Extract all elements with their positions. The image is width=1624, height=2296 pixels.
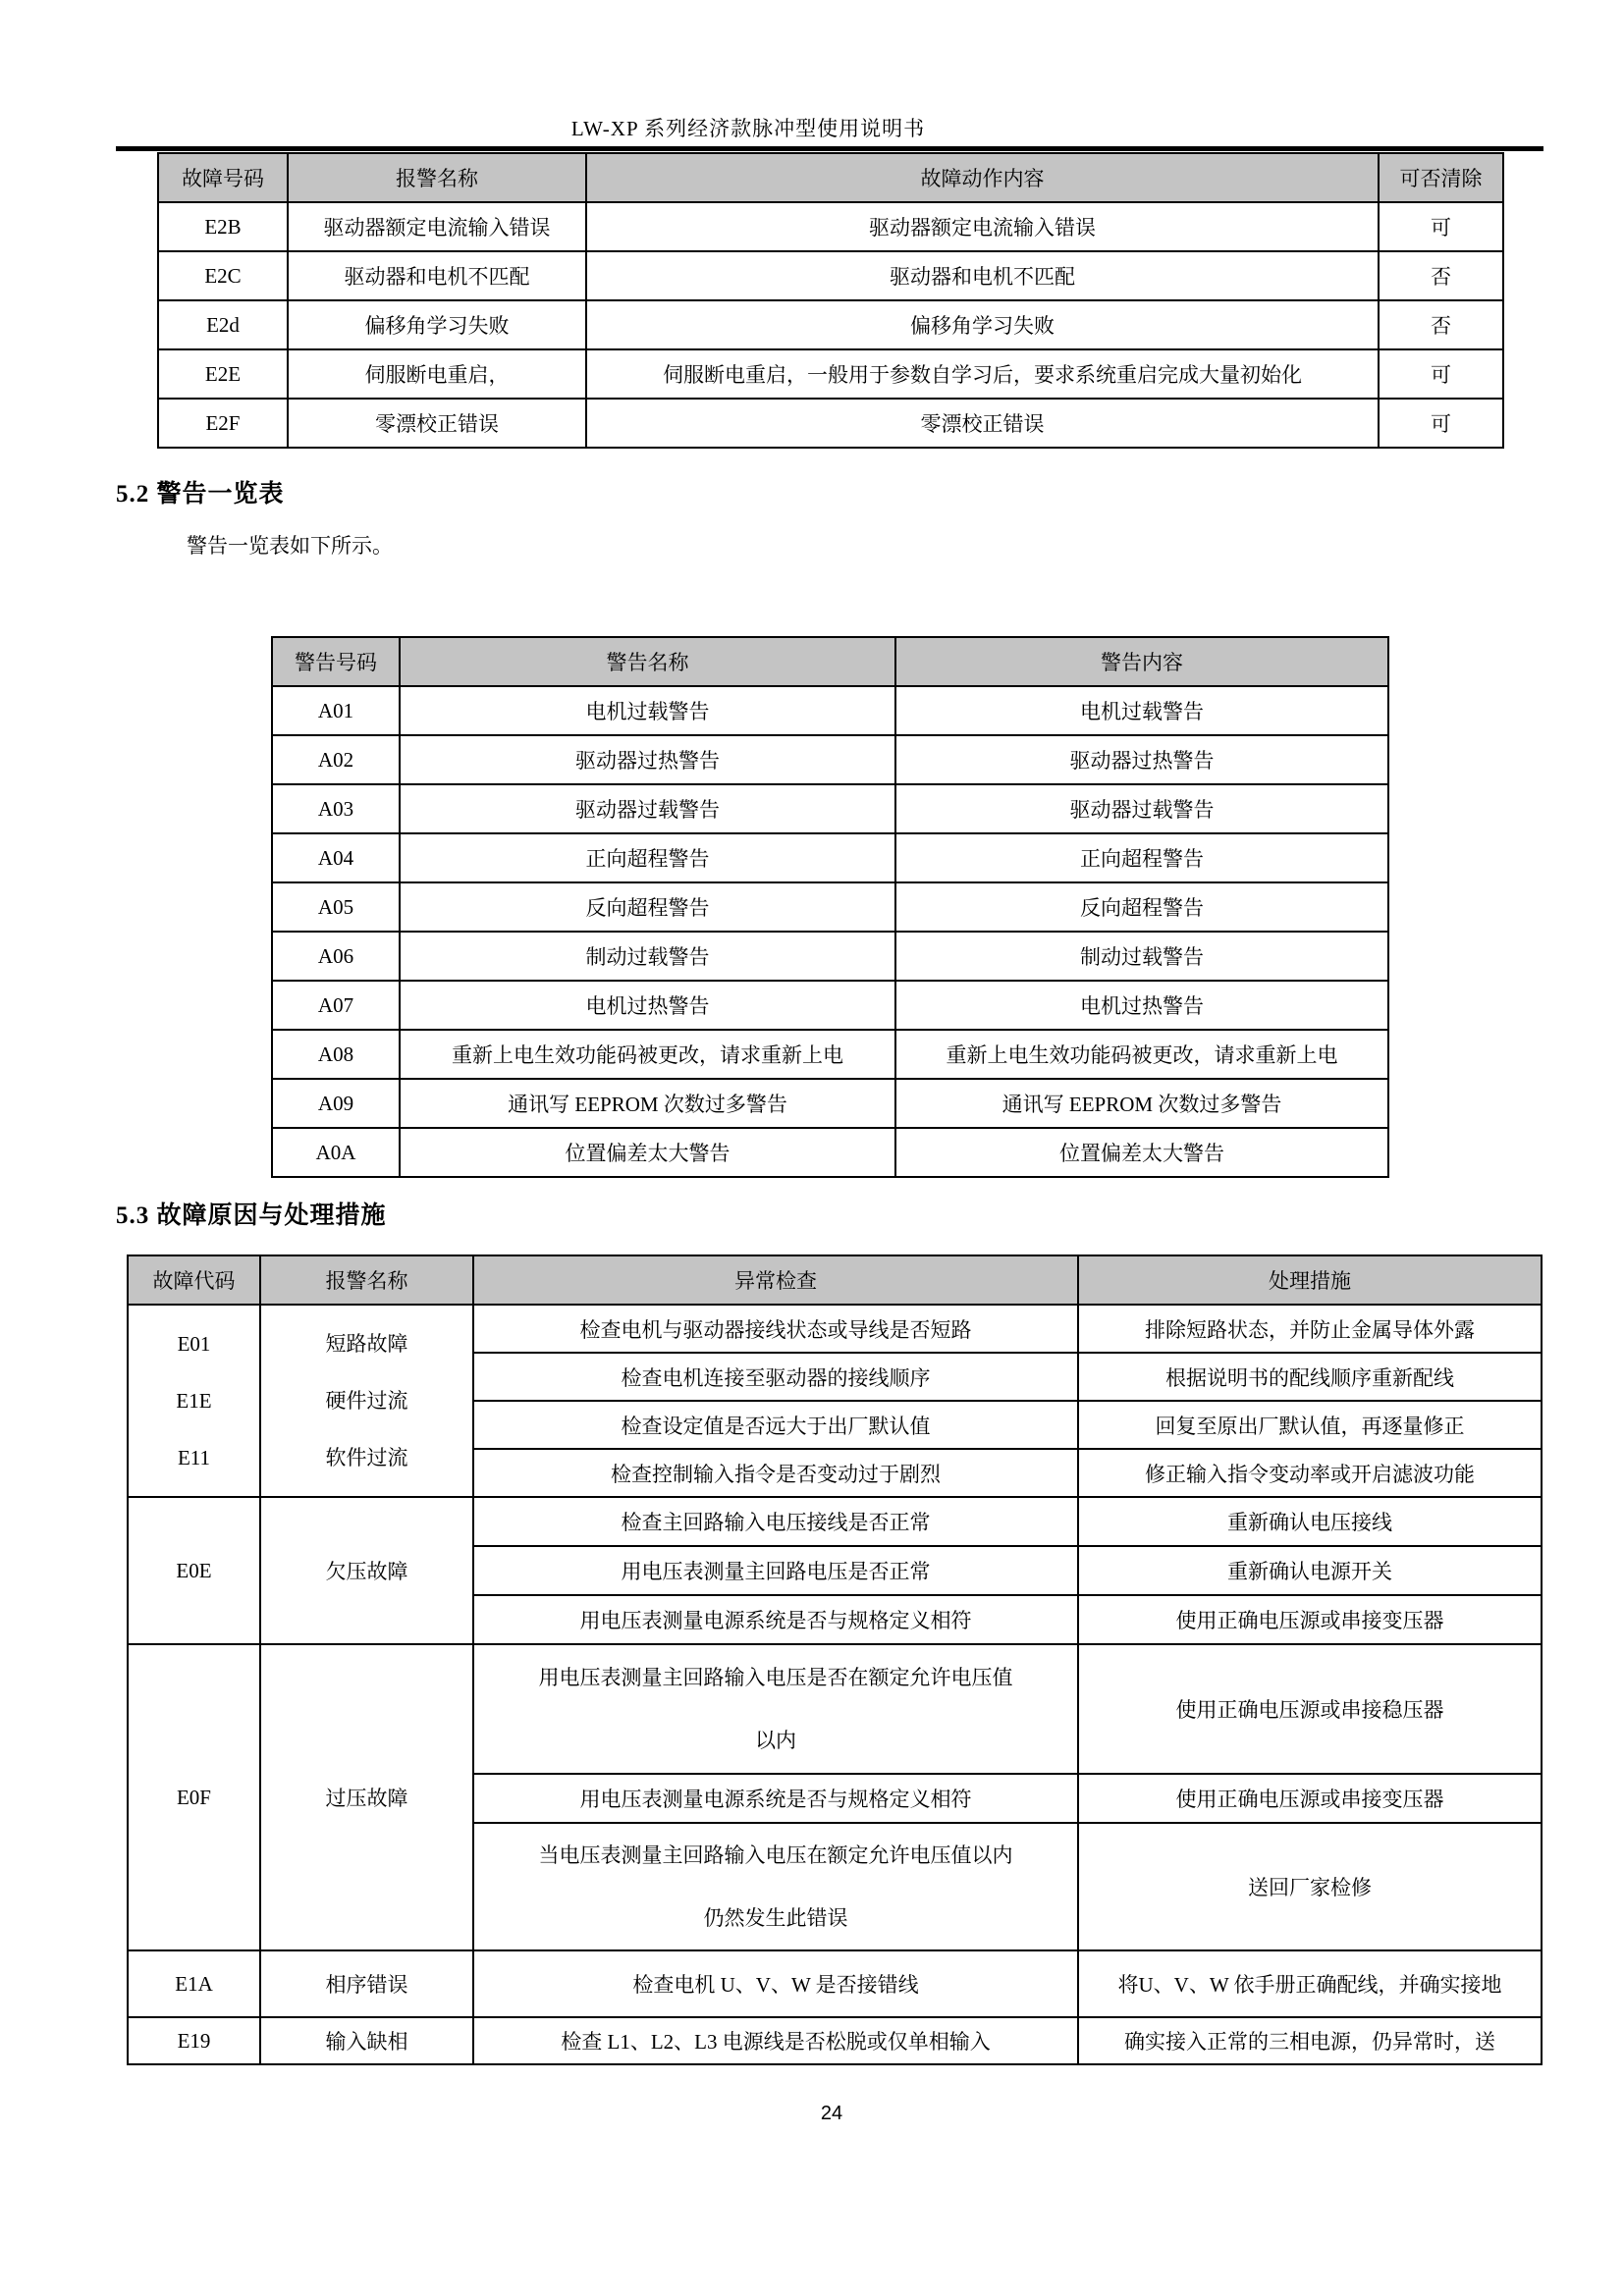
fault-cause-table xyxy=(127,1255,1543,2065)
check-line: 当电压表测量主回路输入电压在额定允许电压值以内 xyxy=(538,1843,1013,1867)
fix-cell: 根据说明书的配线顺序重新配线 xyxy=(1078,1353,1542,1401)
table-row xyxy=(128,2017,1542,2064)
column-header-clearable: 可否清除 xyxy=(1379,153,1503,202)
warning-content-cell: 电机过载警告 xyxy=(895,686,1388,735)
fix-cell: 修正输入指令变动率或开启滤波功能 xyxy=(1078,1449,1542,1497)
alarm-name-cell: 偏移角学习失败 xyxy=(288,300,586,349)
table-row xyxy=(128,1950,1542,2017)
warning-code-cell: A06 xyxy=(272,932,400,981)
warning-name-cell: 通讯写 EEPROM 次数过多警告 xyxy=(400,1079,895,1128)
alarm-name-cell xyxy=(260,1305,473,1497)
clearable-cell: 可 xyxy=(1379,349,1503,399)
fix-cell: 确实接入正常的三相电源，仍异常时，送 xyxy=(1078,2017,1542,2064)
fault-code-cell: E2E xyxy=(158,349,288,399)
table-row xyxy=(272,1079,1388,1128)
column-header-fault-number: 故障号码 xyxy=(158,153,288,202)
column-header-alarm-name: 报警名称 xyxy=(288,153,586,202)
alarm-name-cell: 相序错误 xyxy=(260,1950,473,2017)
page-number: 24 xyxy=(820,2103,843,2124)
fix-cell: 使用正确电压源或串接稳压器 xyxy=(1078,1644,1542,1774)
fault-code: E01 xyxy=(177,1332,211,1356)
table-row xyxy=(272,833,1388,882)
fix-cell: 重新确认电压接线 xyxy=(1078,1497,1542,1546)
clearable-cell: 否 xyxy=(1379,251,1503,300)
fault-action-cell: 偏移角学习失败 xyxy=(586,300,1379,349)
alarm-name-cell: 驱动器额定电流输入错误 xyxy=(288,202,586,251)
fix-cell: 使用正确电压源或串接变压器 xyxy=(1078,1774,1542,1823)
table-row xyxy=(272,1030,1388,1079)
warning-code-cell: A08 xyxy=(272,1030,400,1079)
warning-name-cell: 反向超程警告 xyxy=(400,882,895,932)
alarm-name-cell: 欠压故障 xyxy=(260,1497,473,1644)
warning-name-cell: 电机过热警告 xyxy=(400,981,895,1030)
section-intro-text: 警告一览表如下所示。 xyxy=(187,534,393,558)
page-title: LW-XP 系列经济款脉冲型使用说明书 xyxy=(570,117,926,140)
column-header-alarm-name: 报警名称 xyxy=(260,1255,473,1305)
check-cell: 用电压表测量主回路电压是否正常 xyxy=(473,1546,1078,1595)
section-heading-5-3: 5.3 故障原因与处理措施 xyxy=(116,1202,387,1229)
warning-list-table xyxy=(271,636,1389,1178)
fault-code-cell: E2C xyxy=(158,251,288,300)
warning-name-cell: 驱动器过载警告 xyxy=(400,784,895,833)
table-row xyxy=(272,1128,1388,1177)
check-cell: 检查 L1、L2、L3 电源线是否松脱或仅单相输入 xyxy=(473,2017,1078,2064)
check-cell: 检查电机与驱动器接线状态或导线是否短路 xyxy=(473,1305,1078,1353)
fix-cell: 重新确认电源开关 xyxy=(1078,1546,1542,1595)
warning-name-cell: 驱动器过热警告 xyxy=(400,735,895,784)
warning-name-cell: 重新上电生效功能码被更改，请求重新上电 xyxy=(400,1030,895,1079)
warning-code-cell: A01 xyxy=(272,686,400,735)
fault-code: E1E xyxy=(176,1389,212,1413)
warning-code-cell: A0A xyxy=(272,1128,400,1177)
check-cell: 检查控制输入指令是否变动过于剧烈 xyxy=(473,1449,1078,1497)
warning-content-cell: 通讯写 EEPROM 次数过多警告 xyxy=(895,1079,1388,1128)
column-header-treatment: 处理措施 xyxy=(1078,1255,1542,1305)
warning-content-cell: 位置偏差太大警告 xyxy=(895,1128,1388,1177)
warning-name-cell: 制动过载警告 xyxy=(400,932,895,981)
fault-code-cell xyxy=(128,1305,260,1497)
table-header-row xyxy=(128,1255,1542,1305)
table-row xyxy=(158,349,1503,399)
fault-action-cell: 伺服断电重启，一般用于参数自学习后，要求系统重启完成大量初始化 xyxy=(586,349,1379,399)
table-row xyxy=(272,735,1388,784)
alarm-name: 短路故障 xyxy=(325,1332,408,1356)
fix-cell: 排除短路状态，并防止金属导体外露 xyxy=(1078,1305,1542,1353)
warning-content-cell: 驱动器过载警告 xyxy=(895,784,1388,833)
alarm-name-cell: 零漂校正错误 xyxy=(288,399,586,448)
alarm-name: 软件过流 xyxy=(325,1446,408,1469)
warning-name-cell: 位置偏差太大警告 xyxy=(400,1128,895,1177)
warning-content-cell: 正向超程警告 xyxy=(895,833,1388,882)
column-header-warning-content: 警告内容 xyxy=(895,637,1388,686)
fix-cell: 将U、V、W 依手册正确配线，并确实接地 xyxy=(1078,1950,1542,2017)
check-cell: 检查电机 U、V、W 是否接错线 xyxy=(473,1950,1078,2017)
fault-code-cell: E2d xyxy=(158,300,288,349)
table-row xyxy=(158,251,1503,300)
column-header-warning-name: 警告名称 xyxy=(400,637,895,686)
section-heading-5-2: 5.2 警告一览表 xyxy=(116,481,285,507)
warning-code-cell: A02 xyxy=(272,735,400,784)
check-line: 用电压表测量主回路输入电压是否在额定允许电压值 xyxy=(538,1666,1013,1689)
warning-name-cell: 电机过载警告 xyxy=(400,686,895,735)
warning-name-cell: 正向超程警告 xyxy=(400,833,895,882)
header-rule xyxy=(116,146,1543,151)
check-cell: 检查设定值是否远大于出厂默认值 xyxy=(473,1401,1078,1449)
column-header-fault-code: 故障代码 xyxy=(128,1255,260,1305)
fault-action-cell: 驱动器和电机不匹配 xyxy=(586,251,1379,300)
clearable-cell: 可 xyxy=(1379,399,1503,448)
table-header-row xyxy=(272,637,1388,686)
warning-content-cell: 制动过载警告 xyxy=(895,932,1388,981)
fault-code-cell: E2B xyxy=(158,202,288,251)
warning-content-cell: 电机过热警告 xyxy=(895,981,1388,1030)
check-cell: 用电压表测量电源系统是否与规格定义相符 xyxy=(473,1774,1078,1823)
column-header-fault-action: 故障动作内容 xyxy=(586,153,1379,202)
table-row xyxy=(128,1497,1542,1546)
table-row xyxy=(158,202,1503,251)
fault-code-cell: E19 xyxy=(128,2017,260,2064)
fault-code-cell: E2F xyxy=(158,399,288,448)
warning-code-cell: A04 xyxy=(272,833,400,882)
fix-cell: 送回厂家检修 xyxy=(1078,1823,1542,1950)
clearable-cell: 否 xyxy=(1379,300,1503,349)
warning-content-cell: 重新上电生效功能码被更改，请求重新上电 xyxy=(895,1030,1388,1079)
warning-code-cell: A03 xyxy=(272,784,400,833)
table-row xyxy=(128,1305,1542,1353)
fault-code: E11 xyxy=(177,1446,211,1469)
fault-action-cell: 驱动器额定电流输入错误 xyxy=(586,202,1379,251)
alarm-name-cell: 驱动器和电机不匹配 xyxy=(288,251,586,300)
alarm-name-cell: 输入缺相 xyxy=(260,2017,473,2064)
alarm-name-cell: 伺服断电重启， xyxy=(288,349,586,399)
table-row xyxy=(272,686,1388,735)
table-row xyxy=(272,932,1388,981)
table-row xyxy=(272,882,1388,932)
table-header-row xyxy=(158,153,1503,202)
check-cell xyxy=(473,1644,1078,1774)
check-cell: 检查电机连接至驱动器的接线顺序 xyxy=(473,1353,1078,1401)
table-row xyxy=(272,981,1388,1030)
alarm-name-cell: 过压故障 xyxy=(260,1644,473,1950)
fault-code-cell: E0F xyxy=(128,1644,260,1950)
check-cell: 用电压表测量电源系统是否与规格定义相符 xyxy=(473,1595,1078,1644)
warning-code-cell: A09 xyxy=(272,1079,400,1128)
table-row xyxy=(158,399,1503,448)
alarm-name: 硬件过流 xyxy=(325,1389,408,1413)
column-header-warning-number: 警告号码 xyxy=(272,637,400,686)
warning-code-cell: A07 xyxy=(272,981,400,1030)
check-cell xyxy=(473,1823,1078,1950)
clearable-cell: 可 xyxy=(1379,202,1503,251)
fault-action-cell: 零漂校正错误 xyxy=(586,399,1379,448)
table-row xyxy=(128,1644,1542,1774)
check-line: 以内 xyxy=(755,1729,796,1752)
table-row xyxy=(158,300,1503,349)
warning-content-cell: 驱动器过热警告 xyxy=(895,735,1388,784)
fault-code-cell: E0E xyxy=(128,1497,260,1644)
warning-code-cell: A05 xyxy=(272,882,400,932)
check-cell: 检查主回路输入电压接线是否正常 xyxy=(473,1497,1078,1546)
warning-content-cell: 反向超程警告 xyxy=(895,882,1388,932)
table-row xyxy=(272,784,1388,833)
fix-cell: 使用正确电压源或串接变压器 xyxy=(1078,1595,1542,1644)
fault-list-table xyxy=(157,152,1504,449)
check-line: 仍然发生此错误 xyxy=(703,1906,848,1930)
fault-code-cell: E1A xyxy=(128,1950,260,2017)
column-header-abnormal-check: 异常检查 xyxy=(473,1255,1078,1305)
fix-cell: 回复至原出厂默认值，再逐量修正 xyxy=(1078,1401,1542,1449)
